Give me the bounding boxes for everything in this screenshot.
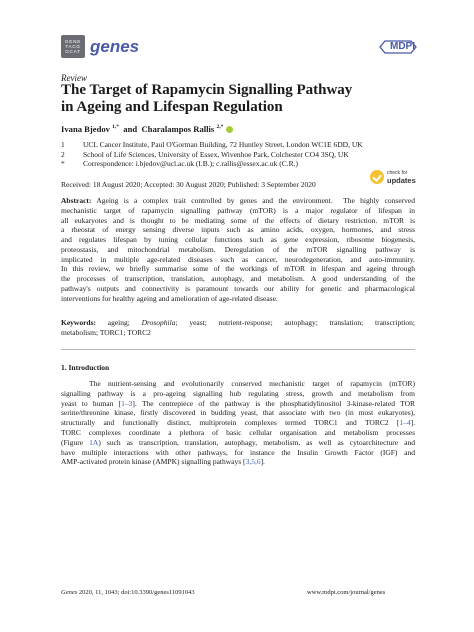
affiliation-text: School of Life Sciences, University of Essex, Wivenhoe Park, Colchester CO4 3SQ, UK bbox=[83, 149, 349, 159]
journal-logo bbox=[61, 35, 85, 58]
updates-label-small: check for bbox=[387, 170, 408, 176]
abstract-text: Ageing is a complex trait controlled by genes and the environment. The highly conserved bbox=[91, 196, 415, 205]
author-name[interactable]: Ivana Bjedov bbox=[61, 124, 110, 134]
affiliation-row bbox=[61, 150, 363, 160]
logo-line: GCAT bbox=[65, 49, 81, 55]
footer-citation-text: 2020, 11, 1043; doi:10.3390/genes11091043 bbox=[77, 589, 195, 596]
article-type: Review bbox=[61, 73, 87, 83]
correspondence-text[interactable]: Correspondence: i.bjedov@ucl.ac.uk (I.B.); c.rallis@essex.ac.uk (C.R.) bbox=[83, 159, 299, 169]
title-line: The Target of Rapamycin Signalling Pathway bbox=[61, 82, 353, 98]
introduction-body bbox=[61, 379, 415, 467]
abstract-line: implicated in multiple age-related diseases such as cancer, neurodegeneration, and auto-immunity. bbox=[61, 254, 415, 264]
abstract-line: In this review, we briefly summarise some of the workings of mTOR in lifespan and ageing through bbox=[61, 264, 415, 274]
check-for-updates-badge[interactable] bbox=[370, 168, 430, 196]
affiliation-row bbox=[61, 140, 363, 150]
author-affiliation-marker: 2,* bbox=[216, 124, 224, 130]
body-line: TORC complexes coordinate a plethora of basic cellular organisation and metabolism processes bbox=[61, 427, 415, 437]
abstract-line: proteostasis, and mitochondrial metabolism. Deregulation of the mTOR signalling pathway is bbox=[61, 244, 415, 254]
author-affiliation-marker: 1,* bbox=[112, 124, 119, 130]
abstract-line: and regulates lifespan by tuning cellular functions such as gene expression, ribosome biogenesis, bbox=[61, 235, 415, 244]
keyword-italic: Drosophila bbox=[141, 318, 176, 327]
body-line bbox=[61, 457, 415, 467]
abstract-line: the processes of transcription, translation, autophagy, and metabolism. A good understanding of the bbox=[61, 274, 415, 283]
abstract-line: all eukaryotes and is thought to be mediating some of the effects of dietary restriction. mTOR is bbox=[61, 215, 415, 225]
title-line: in Ageing and Lifespan Regulation bbox=[61, 99, 283, 115]
footer-journal: Genes bbox=[61, 589, 78, 596]
body-text: ]. bbox=[410, 418, 415, 428]
keywords-text: ageing; bbox=[96, 318, 142, 327]
footer-citation bbox=[61, 589, 195, 596]
body-text: ]. bbox=[260, 457, 265, 467]
author-separator: and bbox=[121, 124, 140, 134]
body-text: yeast to human [ bbox=[61, 398, 122, 408]
footer-website[interactable]: www.mdpi.com/journal/genes bbox=[307, 589, 386, 596]
keywords-line bbox=[61, 318, 415, 328]
body-line bbox=[61, 438, 415, 448]
section-heading: 1. Introduction bbox=[61, 363, 110, 372]
updates-label: updates bbox=[387, 176, 416, 185]
orcid-icon[interactable] bbox=[226, 126, 233, 133]
correspondence-row bbox=[61, 159, 363, 169]
abstract-line: a rheostat of energy sensing diverse inputs such as amino acids, oxygen, hormones, and stress bbox=[61, 225, 415, 235]
citation-link[interactable]: 1–4 bbox=[399, 418, 411, 428]
body-text: structurally and functionally distinct, multiprotein complexes termed TORC1 and TORC2 [ bbox=[61, 418, 400, 428]
publisher-name: MDPI bbox=[390, 41, 415, 52]
abstract-line: pathway's outputs and connectivity is paramount towards our ability for genetic and pharmacological bbox=[61, 283, 415, 293]
affiliation-number: 2 bbox=[61, 149, 65, 159]
author-list bbox=[61, 124, 233, 134]
body-line bbox=[61, 418, 415, 428]
abstract bbox=[61, 196, 415, 303]
publication-dates: Received: 18 August 2020; Accepted: 30 August 2020; Published: 3 September 2020 bbox=[61, 180, 316, 189]
abstract-line: mechanistic target of rapamycin signalling pathway (mTOR) is a major regulator of lifespan in bbox=[61, 205, 415, 215]
section-divider bbox=[61, 349, 415, 350]
body-line: The nutrient-sensing and evolutionarily conserved mechanistic target of rapamycin (mTOR) bbox=[89, 379, 415, 388]
body-text: (Figure bbox=[61, 437, 90, 447]
body-line: signalling pathway is a pro-ageing signalling hub regulating stress, growth and metabolism from bbox=[61, 388, 415, 398]
keywords-line: metabolism; TORC1; TORC2 bbox=[61, 327, 151, 337]
affiliation-number: 1 bbox=[61, 140, 65, 149]
citation-link[interactable]: 3,5,6 bbox=[245, 457, 261, 467]
keywords-text: ; yeast; nutrient-response; autophagy; translation; transcription; bbox=[175, 318, 415, 327]
keywords bbox=[61, 318, 415, 338]
keywords-label: Keywords: bbox=[61, 318, 96, 327]
body-text: ) such as transcription, translation, autophagy, metabolism, as well as cytoarchitecture and bbox=[98, 437, 415, 447]
affiliations bbox=[61, 140, 363, 169]
figure-link[interactable]: 1A bbox=[89, 437, 99, 447]
logo-line: TACG bbox=[65, 43, 81, 49]
abstract-line bbox=[61, 196, 415, 206]
body-text: AMP-activated protein kinase (AMPK) signalling pathways [ bbox=[61, 457, 246, 467]
logo-line: GENE bbox=[64, 38, 82, 44]
article-title bbox=[61, 82, 391, 116]
checkmark-icon bbox=[370, 170, 384, 184]
body-line: serine/threonine kinase, firstly discovered in budding yeast, that associate with two (in most eukaryotes), bbox=[61, 408, 415, 418]
affiliation-text: UCL Cancer Institute, Paul O'Gorman Building, 72 Huntley Street, London WC1E 6DD, UK bbox=[83, 140, 363, 149]
body-line: have multiple interactions with other pathways, for instance the Insulin Growth Factor (IGF) and bbox=[61, 447, 415, 457]
author-name[interactable]: Charalampos Rallis bbox=[141, 124, 215, 134]
citation-link[interactable]: 1–3 bbox=[121, 398, 133, 408]
affiliation-number: * bbox=[61, 159, 65, 169]
abstract-label: Abstract: bbox=[61, 196, 92, 205]
journal-name: genes bbox=[90, 37, 140, 56]
body-line bbox=[61, 399, 415, 409]
body-text: ]. The centrepiece of the pathway is the phosphatidylinositol 3-kinase-related TOR bbox=[132, 398, 416, 408]
abstract-line: interventions for healthy ageing and amelioration of age-related disease. bbox=[61, 293, 278, 303]
